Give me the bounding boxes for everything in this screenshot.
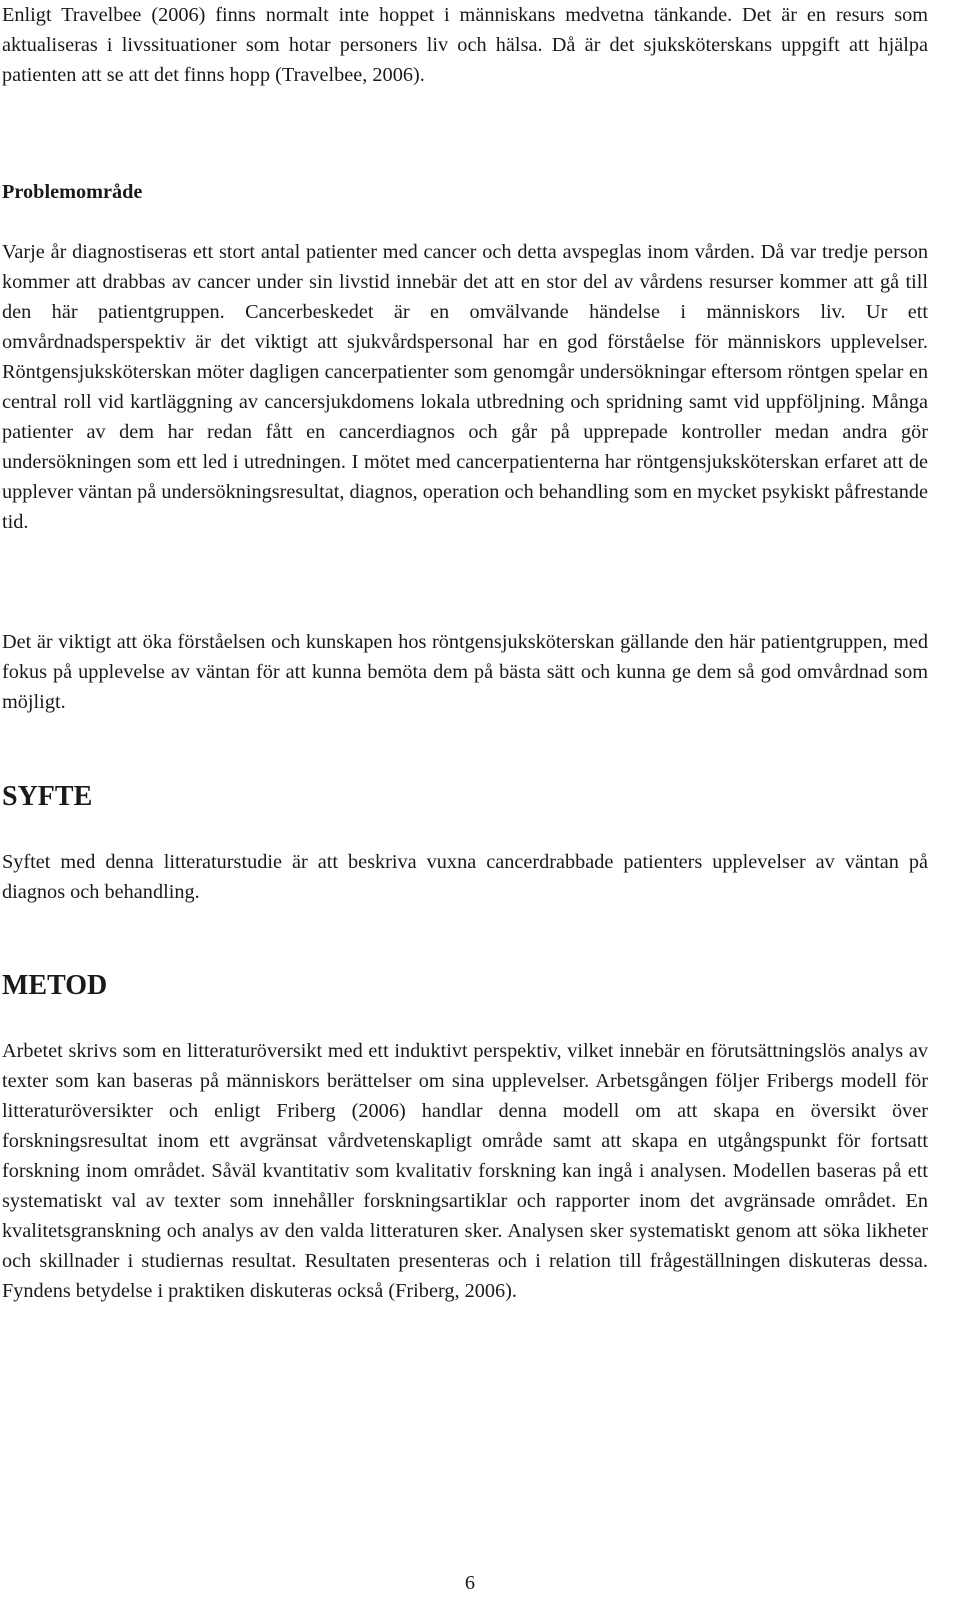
- metod-paragraph: Arbetet skrivs som en litteraturöversikt med ett induktivt perspektiv, vilket innebär en förutsättningslös analys av texter som kan baseras på människors berättelser om sina upplevelser. Arbetsgången följer Fribergs modell för litteraturöversikter och enligt Friberg (2006) handlar denna modell om att skapa en översikt över forskningsresultat inom ett avgränsat vårdvetenskapligt område samt att skapa en utgångspunkt för fortsatt forskning inom området. Såväl kvantitativ som kvalitativ forskning kan ingå i analysen. Modellen baseras på ett systematiskt val av texter som innehåller forskningsartiklar och rapporter inom det avgränsade området. En kvalitetsgranskning och analys av den valda litteraturen sker. Analysen sker systematiskt genom att söka likheter och skillnader i studiernas resultat. Resultaten presenteras och i relation till frågeställningen diskuteras dessa. Fyndens betydelse i praktiken diskuteras också (Friberg, 2006).: [2, 1040, 928, 1302]
- intro-paragraph: Enligt Travelbee (2006) finns normalt inte hoppet i människans medvetna tänkande. Det är en resurs som aktualiseras i livssituationer som hotar personers liv och hälsa. Då är det sjuksköterskans uppgift att hjälpa patienten att se att det finns hopp (Travelbee, 2006).: [2, 4, 928, 86]
- page-number: 6: [464, 1572, 476, 1594]
- syfte-paragraph: Syftet med denna litteraturstudie är att beskriva vuxna cancerdrabbade patienters upplevelser av väntan på diagnos och behandling.: [2, 851, 928, 903]
- problem-paragraph-1: Varje år diagnostiseras ett stort antal patienter med cancer och detta avspeglas inom vården. Då var tredje person kommer att drabbas av cancer under sin livstid innebär det att en stor del av vårdens resurser kommer att gå till den här patientgruppen. Cancerbeskedet är en omvälvande händelse i människors liv. Ur ett omvårdnadsperspektiv är det viktigt att sjukvårdspersonal har en god förståelse för människors upplevelser. Röntgensjuksköterskan möter dagligen cancerpatienter som genomgår undersökningar eftersom röntgen spelar en central roll vid kartläggning av cancersjukdomens lokala utbredning och spridning samt vid uppföljning. Många patienter av dem har redan fått en cancerdiagnos och går på upprepade kontroller medan andra gör undersökningen som ett led i utredningen. I mötet med cancerpatienterna har röntgensjuksköterskan erfaret att de upplever väntan på undersökningsresultat, diagnos, operation och behandling som en mycket psykiskt påfrestande tid.: [2, 241, 928, 533]
- problem-heading: Problemområde: [2, 181, 143, 203]
- metod-heading: METOD: [2, 970, 108, 1001]
- problem-paragraph-2: Det är viktigt att öka förståelsen och kunskapen hos röntgensjuksköterskan gällande den här patientgruppen, med fokus på upplevelse av väntan för att kunna bemöta dem på bästa sätt och kunna ge dem så god omvårdnad som möjligt.: [2, 631, 928, 713]
- syfte-heading: SYFTE: [2, 781, 93, 812]
